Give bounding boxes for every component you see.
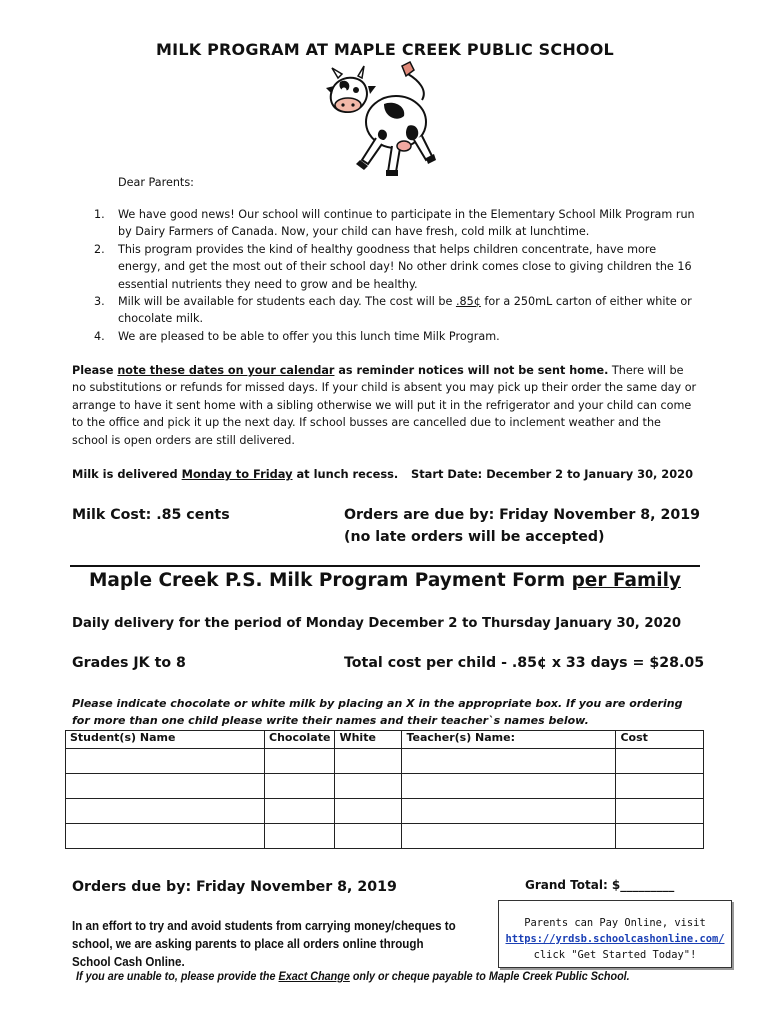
chocolate-cell[interactable] [265,749,335,774]
no-late-orders: (no late orders will be accepted) [344,529,605,545]
chocolate-cell[interactable] [265,824,335,849]
orders-due: Orders are due by: Friday November 8, 2019 [344,507,700,523]
col-student-name: Student(s) Name [66,731,265,749]
white-cell[interactable] [335,749,402,774]
calendar-note: Please note these dates on your calendar as reminder notices will not be sent home. There will be no substitutions or refunds for missed days. If your child is absent you may pick up their order the same day or arrange to have it sent home with a sibling otherwise we will put it in the refrigerator and your child can come to the office and pick it up the next day. If school busses are cancelled due to inclement weather and the school is open orders are still delivered. [72,364,697,447]
table-row [66,774,704,799]
teacher-name-cell[interactable] [402,799,616,824]
white-cell[interactable] [335,774,402,799]
form-title: Maple Creek P.S. Milk Program Payment Form per Family [89,570,681,591]
form-instructions: Please indicate chocolate or white milk by placing an X in the appropriate box. If you are ordering for more than one child please write their names and their teacher`s names below. [72,697,683,727]
col-teacher-name: Teacher(s) Name: [402,731,616,749]
student-name-cell[interactable] [66,824,265,849]
grand-total[interactable]: Grand Total: $_________ [525,878,675,892]
list-item: 1. We have good news! Our school will continue to participate in the Elementary School Milk Program run by Dairy Farmers of Canada. Now, your child can have fresh, cold milk at lunchtime. [94,208,695,239]
price-text: .85¢ [455,295,481,309]
greeting: Dear Parents: [118,176,194,189]
delivery-line: Milk is delivered Monday to Friday at lunch recess. Start Date: December 2 to January 30, 2020 [72,467,693,481]
online-payment-note: In an effort to try and avoid students from carrying money/cheques to school, we are asking parents to place all orders online through School Cash Online. [72,919,456,969]
cost-cell[interactable] [616,749,704,774]
divider [70,565,700,567]
student-name-cell[interactable] [66,774,265,799]
teacher-name-cell[interactable] [402,749,616,774]
teacher-name-cell[interactable] [402,774,616,799]
cow-illustration [318,60,448,178]
milk-cost: Milk Cost: .85 cents [72,507,230,523]
get-started-text: click "Get Started Today"! [533,949,697,961]
student-name-cell[interactable] [66,799,265,824]
page-title: MILK PROGRAM AT MAPLE CREEK PUBLIC SCHOOL [156,40,614,59]
start-date: Start Date: December 2 to January 30, 2020 [411,467,693,481]
chocolate-cell[interactable] [265,799,335,824]
table-row [66,749,704,774]
exact-change-note: If you are unable to, please provide the Exact Change only or cheque payable to Maple Creek Public School. [76,970,630,983]
white-cell[interactable] [335,799,402,824]
cost-cell[interactable] [616,799,704,824]
info-list [94,206,698,345]
cost-cell[interactable] [616,824,704,849]
pay-online-box [498,900,732,968]
pay-online-label: Parents can Pay Online, visit [524,917,706,929]
cost-cell[interactable] [616,774,704,799]
table-row [66,824,704,849]
white-cell[interactable] [335,824,402,849]
order-table [65,730,704,849]
chocolate-cell[interactable] [265,774,335,799]
total-cost-per-child: Total cost per child - .85¢ x 33 days = $28.05 [344,655,705,671]
list-item: 2. This program provides the kind of healthy goodness that helps children concentrate, have more energy, and get the most out of their school day! No other drink comes close to giving children the 16 essential nutrients they need to grow and be healthy. [94,242,692,291]
list-item: 4. We are pleased to be able to offer you this lunch time Milk Program. [94,329,500,343]
delivery-period: Daily delivery for the period of Monday December 2 to Thursday January 30, 2020 [72,616,682,631]
table-row [66,799,704,824]
col-chocolate: Chocolate [265,731,335,749]
grades: Grades JK to 8 [72,655,186,671]
table-header-row [66,731,704,749]
col-cost: Cost [616,731,704,749]
school-cash-link[interactable]: https://yrdsb.schoolcashonline.com/ [505,933,725,945]
teacher-name-cell[interactable] [402,824,616,849]
list-item: 3. Milk will be available for students each day. The cost will be .85¢ for a 250mL carton of either white or chocolate milk. [94,295,692,326]
footer-orders-due: Orders due by: Friday November 8, 2019 [72,879,397,895]
col-white: White [335,731,402,749]
student-name-cell[interactable] [66,749,265,774]
